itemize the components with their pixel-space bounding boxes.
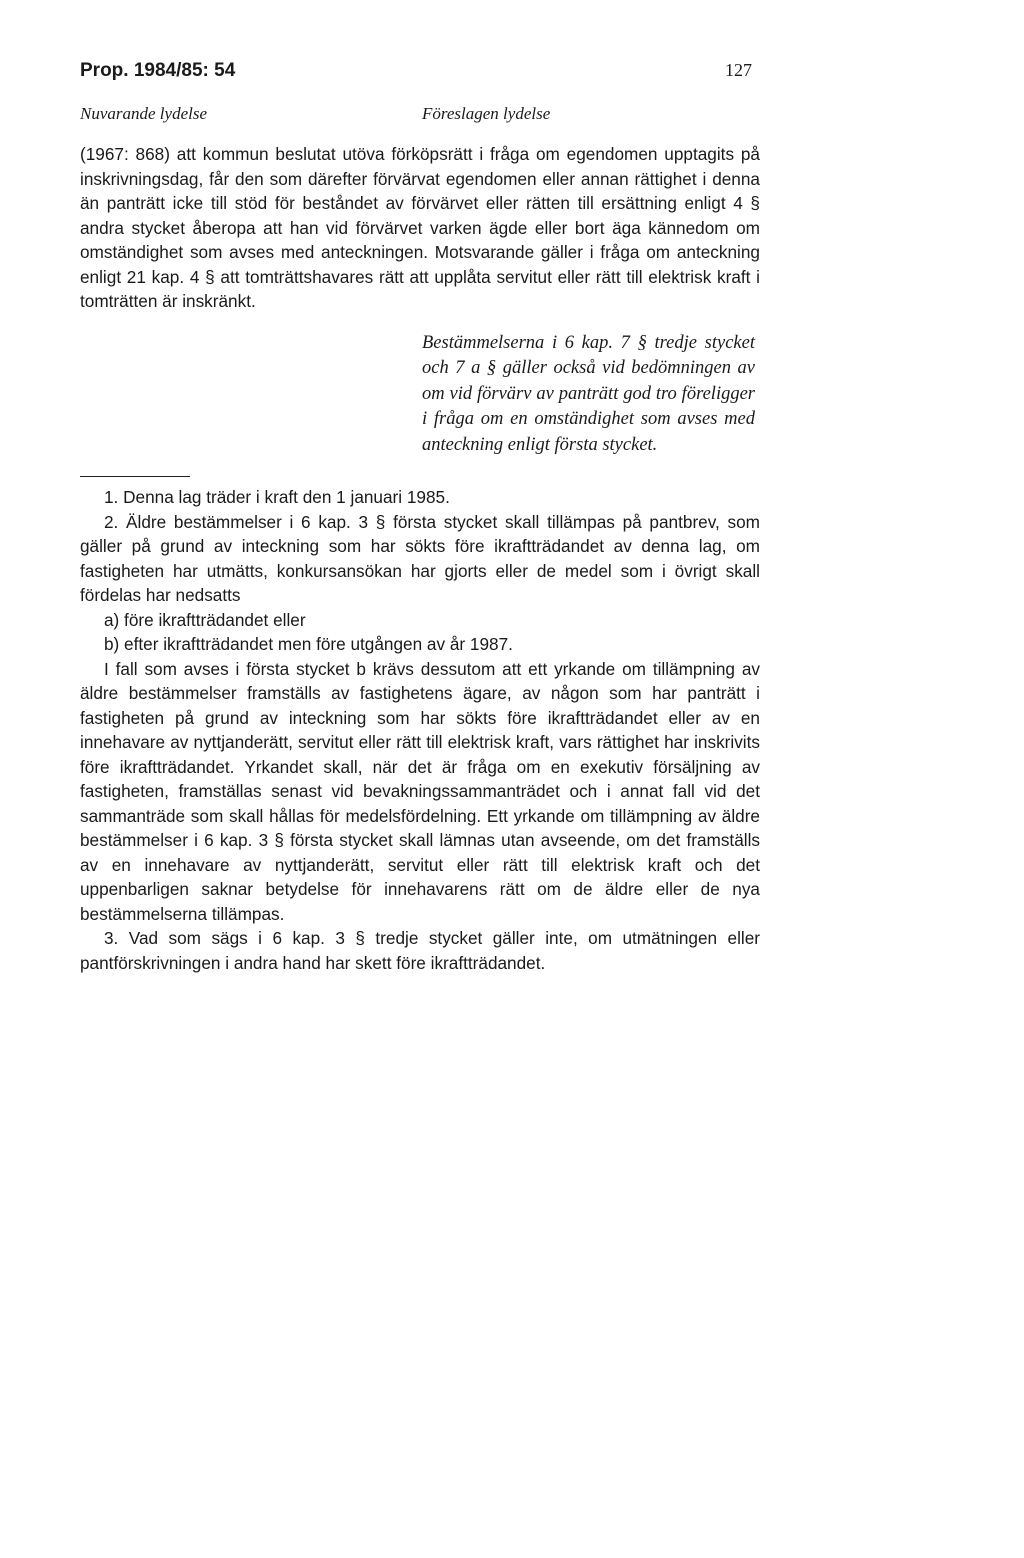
footnote-divider bbox=[80, 476, 190, 477]
proposed-wording-heading: Föreslagen lydelse bbox=[422, 104, 551, 123]
page-header bbox=[80, 60, 760, 88]
footnote-3: 3. Vad som sägs i 6 kap. 3 § tredje stycket gäller inte, om utmätningen eller pantförskrivningen i andra hand har skett före ikraftträdandet. bbox=[80, 928, 760, 973]
footnotes bbox=[80, 485, 760, 975]
footnote-2-continuation: I fall som avses i första stycket b krävs dessutom att ett yrkande om tillämpning av äldre bestämmelser framställs av fastighetens ägare, av någon som har panträtt i fastigheten på grund av inteckning som har sökts före ikraftträdandet eller av en innehavare av nyttjanderätt, servitut eller rätt till elektrisk kraft, vars rättighet har inskrivits före ikraftträdandet. Yrkandet skall, när det är fråga om en exekutiv försäljning av fastigheten, framställas senast vid bevakningssammanträdet och i annat fall vid det sammanträde som skall hållas för medelsfördelning. Ett yrkande om tillämpning av äldre bestämmelser i 6 kap. 3 § första stycket skall lämnas utan avseende, om det framställs av en innehavare av nyttjanderätt, servitut eller rätt till elektrisk kraft och det uppenbarligen saknar betydelse för innehavarens rätt om de äldre eller de nya bestämmelserna tillämpas. bbox=[80, 658, 760, 924]
document-id: Prop. 1984/85: 54 bbox=[80, 60, 236, 81]
proposed-paragraph: Bestämmelserna i 6 kap. 7 § tredje stycket och 7 a § gäller också vid bedömningen av om vid förvärv av panträtt god tro föreligger i fråga om en omständighet som avses med anteckning enligt första stycket. bbox=[422, 332, 755, 455]
page-number: 127 bbox=[725, 60, 752, 80]
footnote-2-item-a: a) före ikraftträdandet eller bbox=[104, 609, 306, 630]
current-wording-heading: Nuvarande lydelse bbox=[80, 104, 207, 123]
footnote-2-item-b: b) efter ikraftträdandet men före utgången av år 1987. bbox=[104, 634, 513, 655]
column-headings bbox=[80, 88, 760, 122]
document-page bbox=[80, 60, 760, 975]
footnote-1: 1. Denna lag träder i kraft den 1 januari 1985. bbox=[104, 487, 450, 508]
main-paragraph: (1967: 868) att kommun beslutat utöva förköpsrätt i fråga om egendomen upptagits på inskrivningsdag, får den som därefter förvärvat egendomen eller annan rättighet i denna än panträtt icke till stöd för beståndet av förvärvet eller rätten till ersättning enligt 4 § andra stycket åberopa att han vid förvärvet varken ägde eller bort äga kännedom om omständighet som avses med anteckningen. Motsvarande gäller i fråga om anteckning enligt 21 kap. 4 § att tomträttshavares rätt att upplåta servitut eller rätt till elektrisk kraft i tomträtten är inskränkt. bbox=[80, 144, 760, 311]
footnote-2: 2. Äldre bestämmelser i 6 kap. 3 § första stycket skall tillämpas på pantbrev, som gäller på grund av inteckning som har sökts före ikraftträdandet av denna lag, om fastigheten har utmätts, konkursansökan har gjorts eller de medel som i övrigt skall fördelas har nedsatts bbox=[80, 511, 760, 606]
